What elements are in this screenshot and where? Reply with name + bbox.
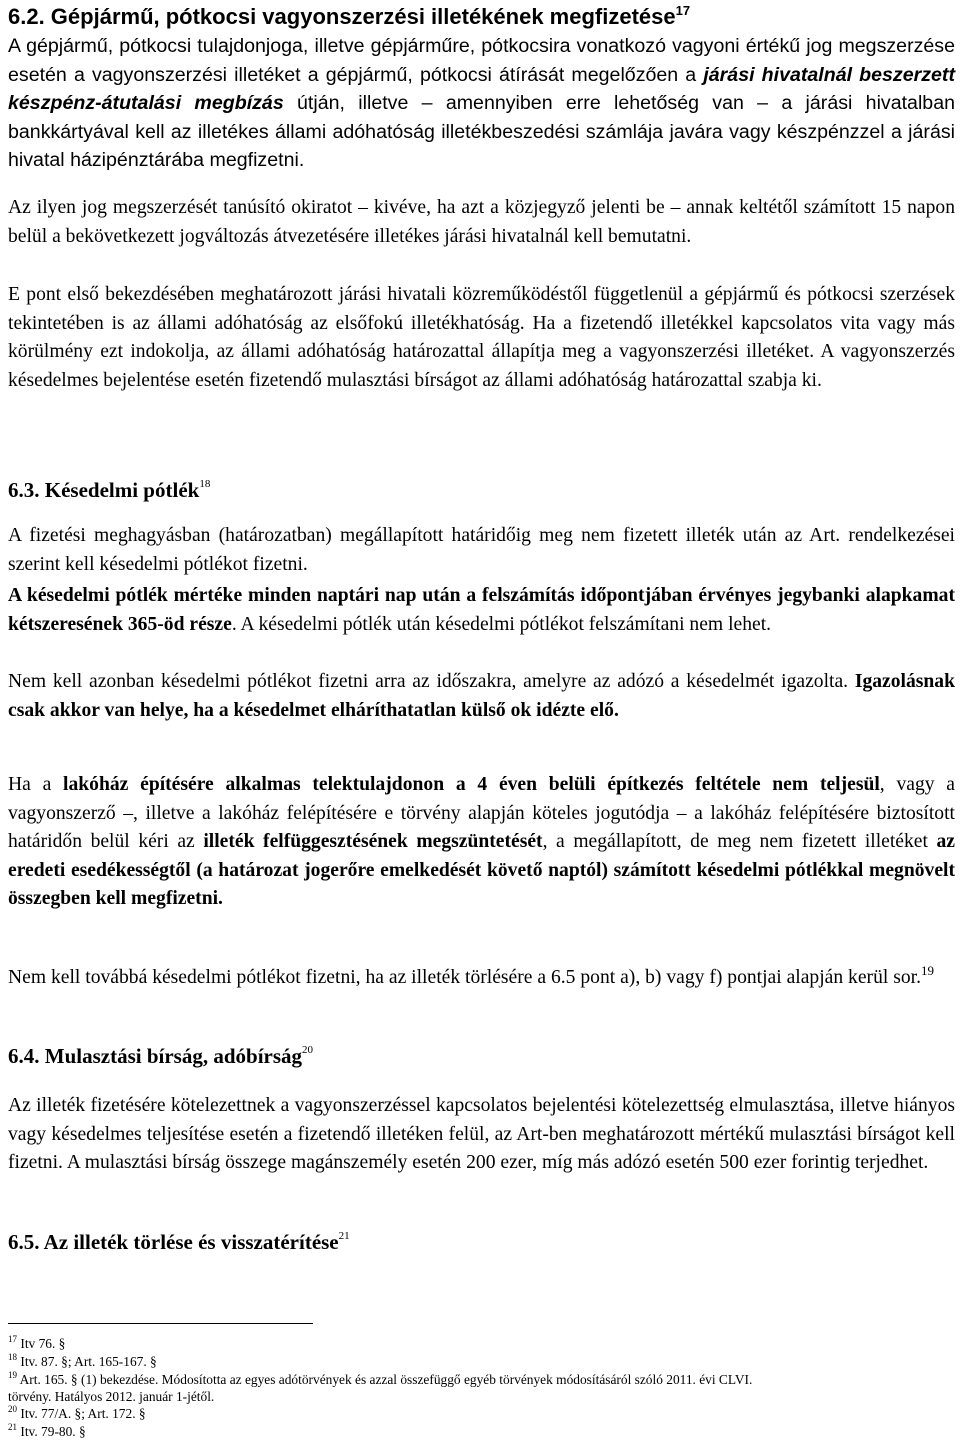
bold-text: lakóház építésére alkalmas telektulajdonon a 4 éven belüli építkezés feltétele nem teljesül: [63, 774, 880, 795]
footnote-number: 18: [8, 1352, 17, 1362]
footnote-ref-20: 20: [302, 1044, 314, 1056]
paragraph-text: , vagy a vagyonszerző –, illetve a lakóház felépítésére e törvény alapján köteles jogutódja – a lakóház felépítésére biztosított határidőn belül kéri az: [8, 774, 955, 852]
footnote-text: Itv 76. §: [20, 1336, 66, 1351]
section-6-4-paragraph-1: Az illeték fizetésére kötelezettnek a vagyonszerzéssel kapcsolatos bejelentési kötelezettség elmulasztása, illetve hiányos vagy késedelmes teljesítése esetén a fizetendő illetéken felül, az Art-ben meghatározott mértékű mulasztási bírságot kell fizetni. A mulasztási bírság összege magánszemély esetén 200 ezer, míg más adózó esetén 500 ezer forintig terjedhet.: [8, 1095, 955, 1173]
bold-text: illeték felfüggesztésének megszüntetését: [203, 831, 543, 852]
section-6-3-paragraph-4: [8, 771, 955, 914]
footnote: [8, 1424, 86, 1440]
section-title: Az illeték törlése és visszatérítése: [43, 1230, 339, 1254]
footnote-ref-17: 17: [675, 3, 691, 18]
paragraph-text: , a megállapított, de meg nem fizetett illetéket: [542, 831, 937, 852]
footnote-separator: [8, 1323, 313, 1324]
emphasis-text: járási hivatalnál beszerzett készpénz-átutalási megbízás: [8, 63, 955, 114]
section-6-3-paragraph-5: [8, 964, 955, 993]
paragraph-text: . A késedelmi pótlék után késedelmi pótlékot felszámítani nem lehet.: [231, 613, 772, 635]
footnote-number: 17: [8, 1334, 17, 1344]
section-6-3-paragraph-2: [8, 582, 955, 639]
section-number: 6.5.: [8, 1230, 40, 1254]
section-6-2-title: 6.2. Gépjármű, pótkocsi vagyonszerzési illetékének megfizetése: [8, 4, 676, 29]
section-title: Mulasztási bírság, adóbírság: [44, 1044, 303, 1068]
footnote: [8, 1354, 157, 1370]
bold-text: A késedelmi pótlék mértéke minden naptári nap után a felszámítás időpontjában érvényes jegybanki alapkamat kétszeresének 365-öd része: [8, 585, 955, 635]
section-6-3-paragraph-1: A fizetési meghagyásban (határozatban) megállapított határidőig meg nem fizetett illeték után az Art. rendelkezései szerint kell késedelmi pótlékot fizetni.: [8, 525, 955, 575]
footnote-number: 19: [8, 1370, 17, 1380]
paragraph-text: Nem kell azonban késedelmi pótlékot fizetni arra az időszakra, amelyre az adózó a késedelmét igazolta.: [8, 671, 855, 692]
footnote-ref-19: 19: [920, 963, 934, 978]
paragraph-text: útján, illetve – amennyiben erre lehetőség van – a járási hivatalban bankkártyával kell az illetékes állami adóhatóság illetékbeszedési számlája javára vagy készpénzzel a járási hivatal házipénztárába megfizetni.: [8, 92, 956, 171]
footnote: [8, 1372, 752, 1388]
paragraph-text: Ha a fizetendő illetékkel kapcsolatos vita vagy más körülmény ezt indokolja, az állami adóhatóság határozattal állapítja meg a vagyonszerzési illetéket. A vagyonszerzés késedelmes bejelentése esetén fizetendő mulasztási bírságot az állami adóhatóság határozattal szabja ki.: [8, 312, 955, 391]
footnote-text: Itv. 87. §; Art. 165-167. §: [20, 1354, 157, 1369]
section-6-5-heading: [8, 1228, 350, 1256]
footnote-ref-18: 18: [199, 478, 211, 490]
section-6-2-heading: [8, 4, 690, 30]
section-number: 6.3.: [8, 478, 40, 502]
footnote-text: Art. 165. § (1) bekezdése. Módosította az egyes adótörvények és azzal összefüggő egyéb törvények módosításáról szóló 2011. évi CLVI.: [19, 1372, 753, 1387]
section-6-2-paragraph-3: [8, 281, 955, 395]
section-6-2-paragraph-1: [8, 32, 955, 175]
paragraph-text: A gépjármű, pótkocsi tulajdonjoga, illetve gépjárműre, pótkocsira vonatkozó vagyoni értékű jog megszerzése esetén a vagyonszerzési illetéket a gépjármű, pótkocsi átírását megelőzően a: [8, 35, 955, 86]
footnote-number: 21: [8, 1422, 17, 1432]
footnote-number: 20: [8, 1404, 17, 1414]
bold-text: Igazolásnak csak akkor van helye, ha a késedelmet elháríthatatlan külső ok idézte elő.: [8, 671, 955, 721]
section-title: Késedelmi pótlék: [44, 478, 200, 502]
footnote-text: Itv. 77/A. §; Art. 172. §: [20, 1406, 146, 1421]
paragraph-text: E pont első bekezdésében meghatározott járási hivatali közreműködéstől függetlenül a gépjármű és pótkocsi szerzések tekintetében is az állami adóhatóság az elsőfokú illetékhatóság.: [8, 284, 955, 334]
footnote-text: törvény. Hatályos 2012. január 1-jétől.: [8, 1389, 215, 1404]
footnote: [8, 1336, 65, 1352]
paragraph-text: Ha a: [8, 774, 64, 795]
bold-text: az eredeti esedékességtől (a határozat jogerőre emelkedését követő naptól) számított késedelmi pótlékkal megnövelt összegben kell megfizetni.: [8, 831, 955, 909]
section-6-3-heading: [8, 476, 210, 504]
footnote-ref-21: 21: [338, 1230, 350, 1242]
section-number: 6.4.: [8, 1044, 40, 1068]
footnote: [8, 1406, 146, 1422]
paragraph-text: Nem kell továbbá késedelmi pótlékot fizetni, ha az illeték törlésére a 6.5 pont a), b) vagy f) pontjai alapján kerül sor.: [8, 967, 921, 988]
footnote-text: Itv. 79-80. §: [20, 1424, 86, 1439]
section-6-2-paragraph-2: Az ilyen jog megszerzését tanúsító okiratot – kivéve, ha azt a közjegyző jelenti be – annak keltétől számított 15 napon belül a bekövetkezett jogváltozás átvezetésére illetékes járási hivatalnál kell bemutatni.: [8, 197, 955, 247]
section-6-4-heading: [8, 1042, 313, 1070]
section-6-3-paragraph-3: [8, 668, 955, 725]
footnote-continuation: [8, 1389, 214, 1405]
